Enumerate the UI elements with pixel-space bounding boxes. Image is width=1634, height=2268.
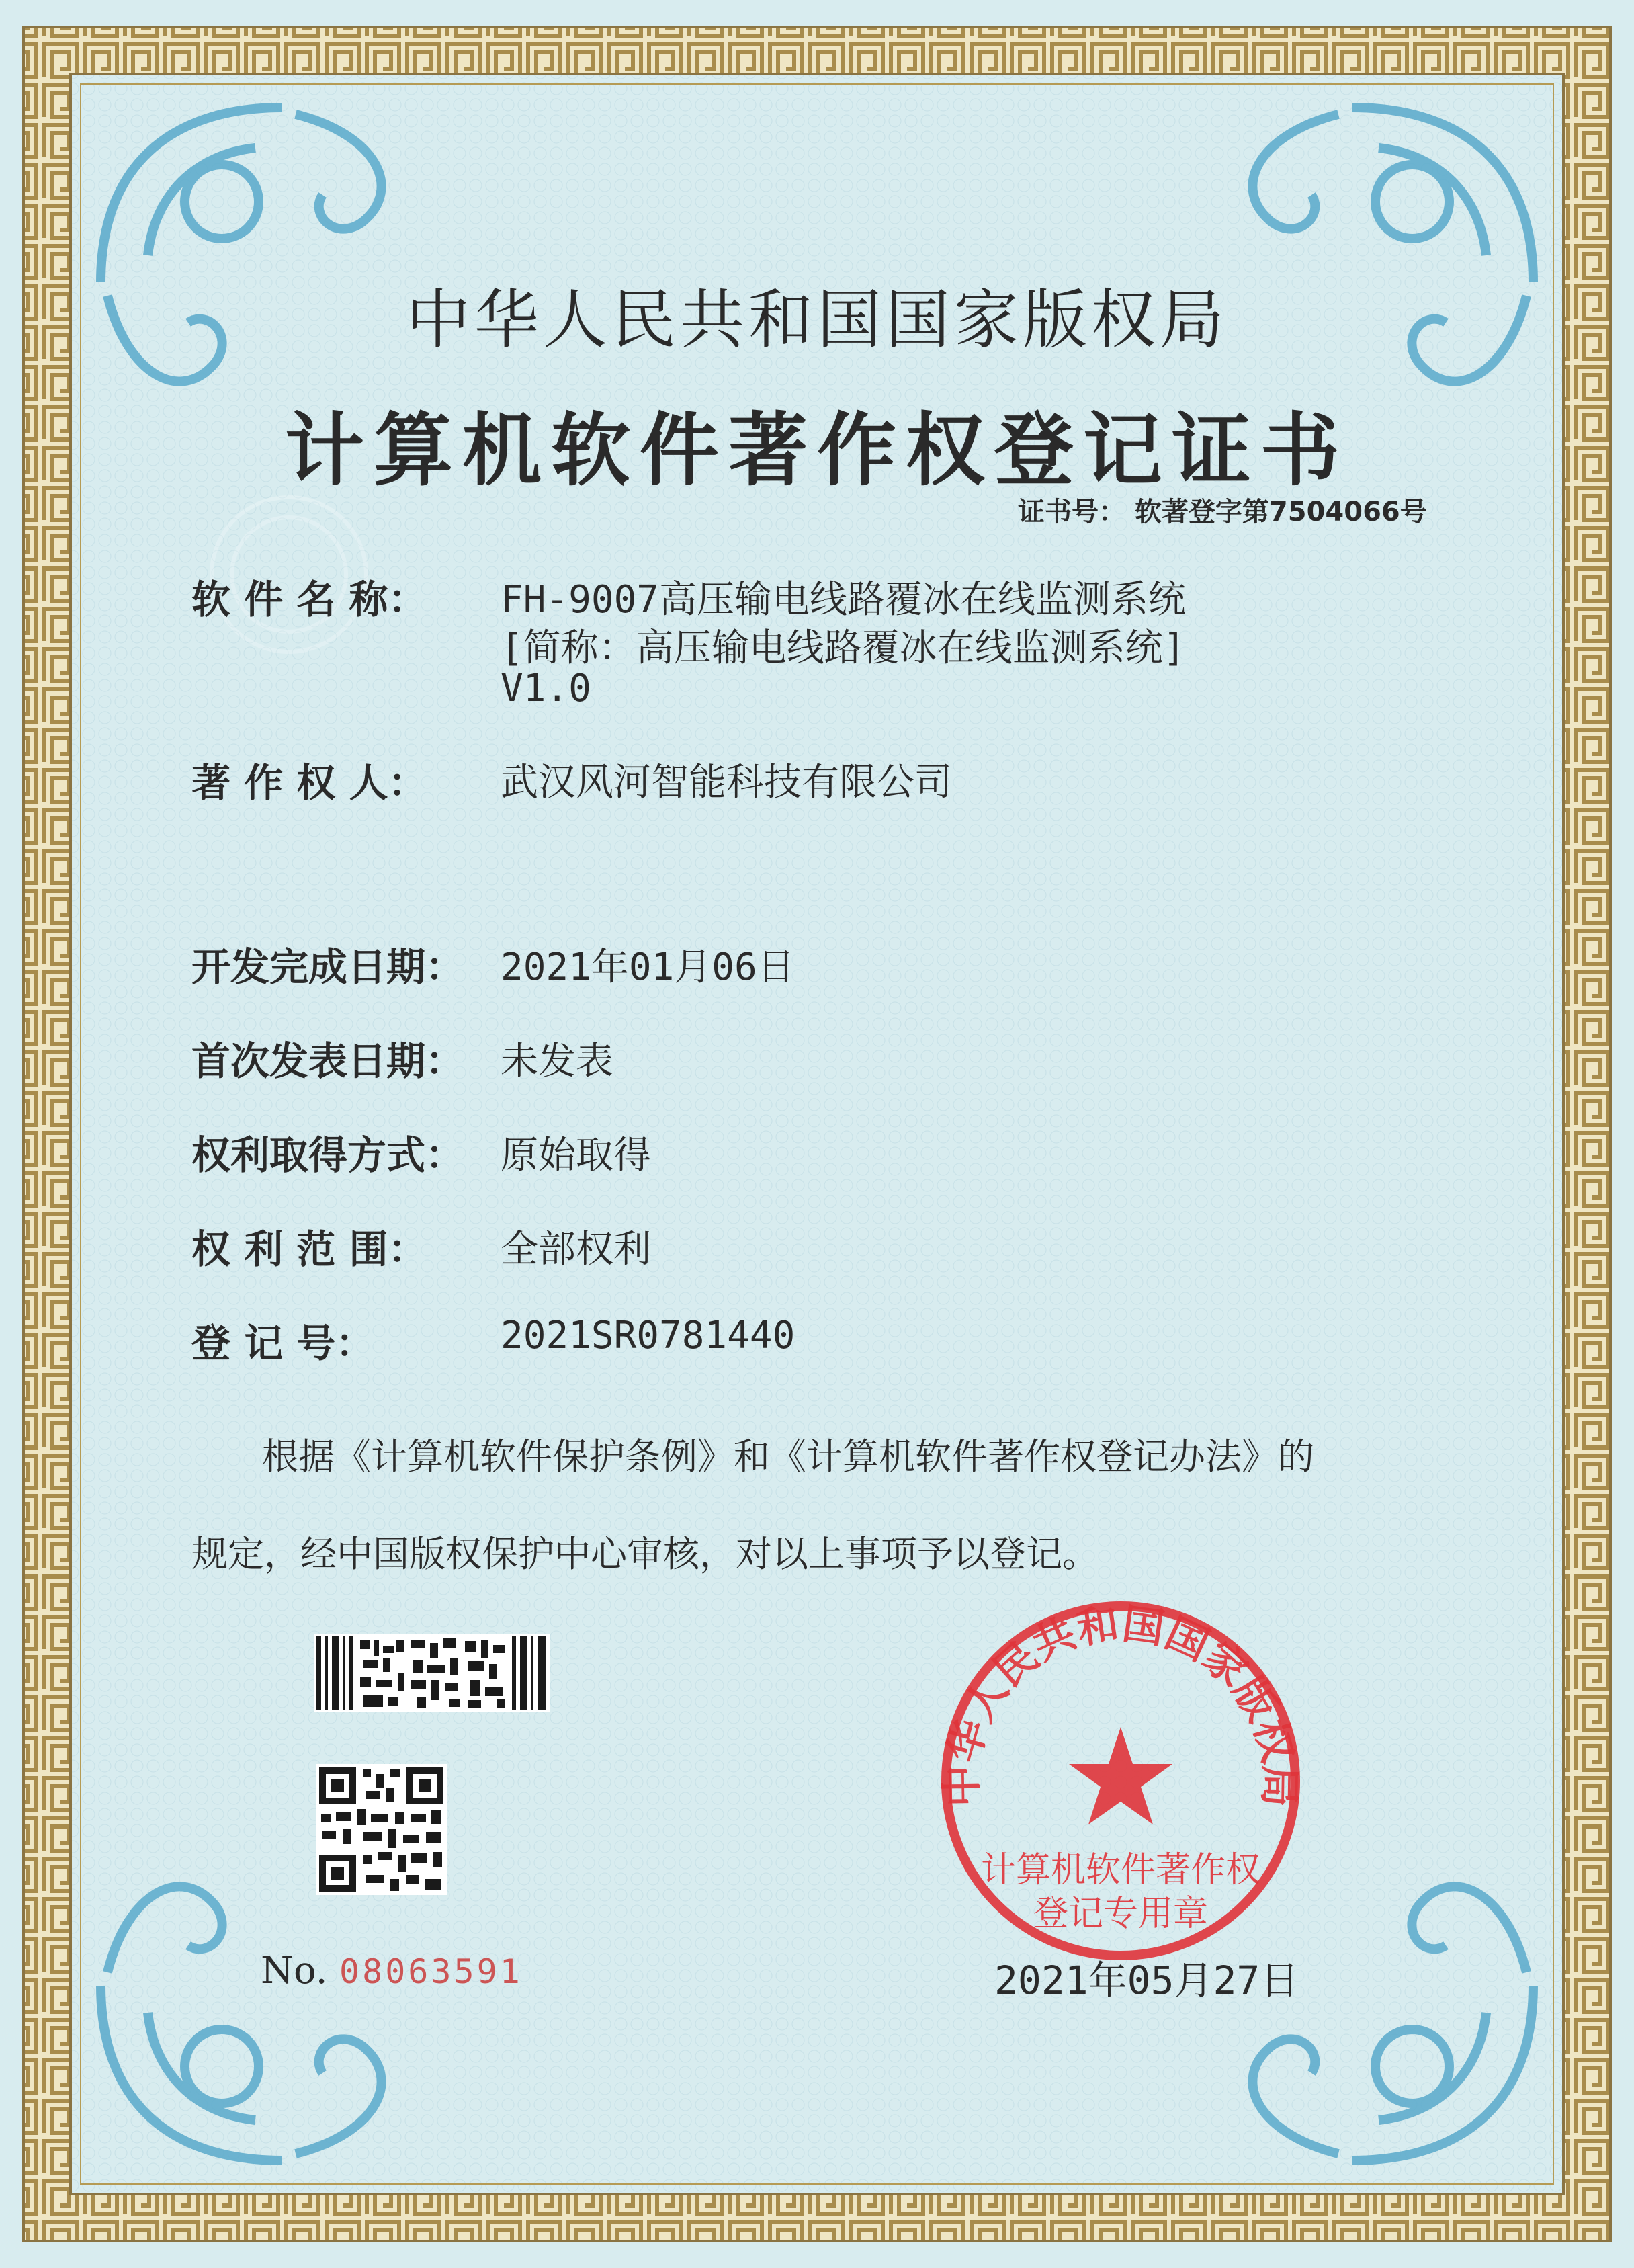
registration-number-label: 登 记 号：	[191, 1320, 375, 1366]
software-version: V1.0	[501, 667, 591, 710]
serial-number: 08063591	[339, 1952, 523, 1991]
rights-scope-value: 全部权利	[501, 1228, 651, 1271]
first-publication-date-value: 未发表	[501, 1040, 613, 1083]
issue-date: 2021年05月27日	[994, 1958, 1299, 2003]
rights-scope-label: 权 利 范 围：	[191, 1226, 427, 1272]
legal-basis-line-2: 规定，经中国版权保护中心审核，对以上事项予以登记。	[191, 1533, 1099, 1575]
first-publication-date-label: 首次发表日期：	[191, 1038, 465, 1084]
software-name-line-2: [简称：高压输电线路覆冰在线监测系统]	[501, 626, 1186, 670]
copyright-owner-value: 武汉风河智能科技有限公司	[501, 761, 952, 804]
issuing-authority: 中华人民共和国国家版权局	[406, 282, 1228, 358]
barcode-icon	[314, 1634, 550, 1712]
certificate-title: 计算机软件著作权登记证书	[284, 404, 1349, 497]
seal-line-2: 登记专用章	[1033, 1894, 1209, 1934]
seal-ring-text: 中华人民共和国国家版权局	[937, 1599, 1305, 1808]
legal-basis-line-1: 根据《计算机软件保护条例》和《计算机软件著作权登记办法》的	[262, 1435, 1314, 1478]
serial-number-label: No.	[261, 1949, 328, 1992]
qr-code-icon	[316, 1764, 447, 1895]
software-name-label: 软 件 名 称：	[191, 577, 427, 622]
software-name-line-1: FH-9007高压输电线路覆冰在线监测系统	[501, 578, 1187, 622]
completion-date-label: 开发完成日期：	[191, 944, 465, 990]
acquisition-method-label: 权利取得方式：	[191, 1132, 465, 1178]
copyright-owner-label: 著 作 权 人：	[191, 760, 427, 806]
acquisition-method-value: 原始取得	[501, 1134, 651, 1177]
certificate-number-label: 证书号：	[1018, 497, 1125, 528]
completion-date-value: 2021年01月06日	[501, 946, 795, 989]
certificate-number-value: 软著登字第7504066号	[1134, 497, 1427, 528]
seal-line-1: 计算机软件著作权	[980, 1850, 1261, 1890]
registration-number-value: 2021SR0781440	[501, 1314, 796, 1357]
certificate-number	[1018, 491, 1427, 529]
